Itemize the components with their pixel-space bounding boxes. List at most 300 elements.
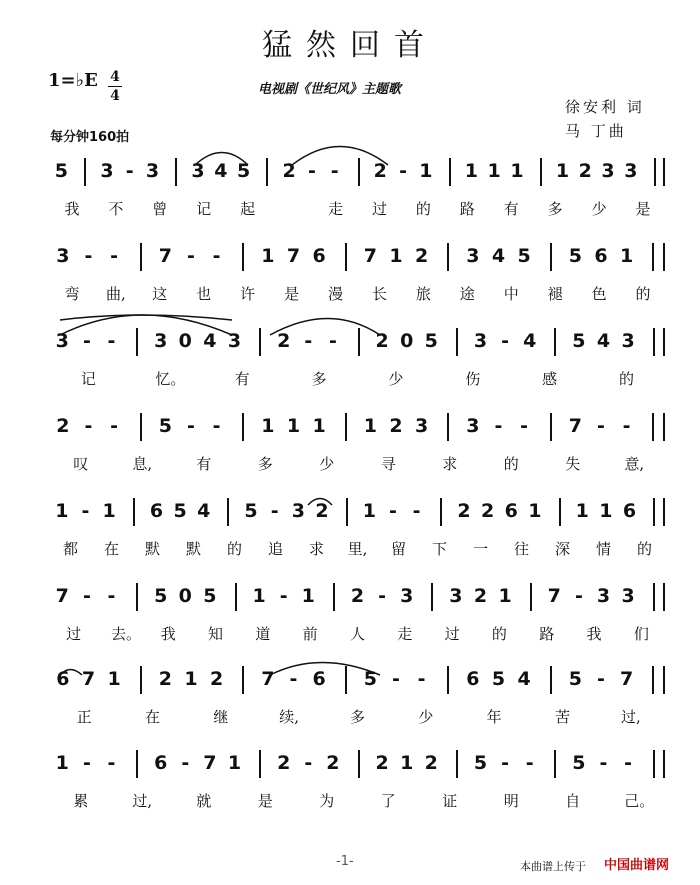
lyric: 过: [444, 625, 460, 643]
note: 5: [491, 668, 506, 690]
note: 2: [282, 160, 296, 182]
site-logo: 中国曲谱网: [604, 858, 670, 873]
note: 5: [363, 668, 377, 690]
lyric: 就: [196, 792, 212, 810]
lyrics-line: [0, 453, 700, 477]
lyric: 累: [73, 792, 89, 810]
note: 5: [572, 330, 586, 352]
note-extension: -: [399, 160, 407, 182]
note-extension: -: [181, 752, 190, 774]
subtitle: 电视剧《世纪风》主题歌: [258, 82, 402, 97]
barline: [663, 413, 665, 441]
note: 4: [214, 160, 228, 182]
barline: [140, 666, 142, 694]
lyric: 求: [442, 455, 458, 473]
note: 2: [578, 160, 592, 182]
barline: [663, 243, 665, 271]
note: 6: [622, 500, 637, 522]
barline: [447, 413, 449, 441]
note: 3: [449, 585, 463, 607]
lyric: 己。: [624, 792, 655, 810]
barline: [259, 750, 261, 778]
barline: [136, 583, 138, 611]
score-row: [0, 148, 700, 238]
note-extension: -: [596, 415, 605, 437]
note-extension: -: [82, 330, 91, 352]
barline: [440, 498, 442, 526]
lyric: 许: [240, 285, 256, 303]
note: 3: [100, 160, 114, 182]
note: 5: [173, 500, 187, 522]
note-extension: -: [389, 500, 397, 522]
barline: [653, 583, 655, 611]
barline: [554, 328, 556, 356]
lyric: 我: [160, 625, 176, 643]
lyric: 我: [586, 625, 602, 643]
note: 1: [312, 415, 326, 437]
lyric: 年: [486, 708, 502, 726]
note: 6: [154, 752, 168, 774]
page-number: -1-: [336, 854, 354, 869]
note: 4: [596, 330, 611, 352]
note-extension: -: [525, 752, 534, 774]
note: 5: [517, 245, 531, 267]
note: 7: [261, 668, 275, 690]
note-extension: -: [110, 415, 118, 437]
note: 2: [350, 585, 365, 607]
lyric: 记: [196, 200, 212, 218]
barline: [550, 413, 552, 441]
note-extension: -: [304, 330, 313, 352]
lyric: 漫: [328, 285, 344, 303]
notes-line: [0, 656, 700, 696]
lyric: 知: [208, 625, 224, 643]
note: 2: [373, 160, 387, 182]
note: 5: [473, 752, 488, 774]
lyric: 多: [349, 708, 365, 726]
note: 1: [599, 500, 613, 522]
lyric: 起: [240, 200, 256, 218]
barline: [345, 413, 347, 441]
note-extension: -: [520, 415, 528, 437]
note-extension: -: [307, 160, 316, 182]
note: 2: [209, 668, 224, 690]
lyric: 多: [257, 455, 273, 473]
lyric: 里,: [347, 540, 368, 558]
score-row: [0, 488, 700, 578]
note: 5: [568, 668, 582, 690]
note-extension: -: [186, 245, 195, 267]
notes-line: [0, 233, 700, 273]
note-extension: -: [304, 752, 313, 774]
note: 2: [375, 330, 389, 352]
meter-bottom: 4: [110, 88, 120, 104]
barline: [559, 498, 561, 526]
key-signature: 1=♭E: [48, 70, 98, 91]
barline: [653, 498, 655, 526]
note: 5: [203, 585, 217, 607]
lyric: 叹: [73, 455, 89, 473]
note: 1: [55, 752, 69, 774]
lyric: 的: [226, 540, 242, 558]
lyric: 不: [108, 200, 124, 218]
lyric: 自: [565, 792, 581, 810]
notes-line: [0, 488, 700, 528]
score-row: [0, 318, 700, 408]
note: 2: [480, 500, 495, 522]
barline: [266, 158, 268, 186]
score-row: [0, 233, 700, 323]
barline: [447, 243, 449, 271]
lyric: 明: [503, 792, 519, 810]
score-row: [0, 403, 700, 493]
barline: [653, 750, 655, 778]
note: 3: [601, 160, 615, 182]
note: 6: [466, 668, 480, 690]
lyric: 为: [319, 792, 335, 810]
note: 4: [517, 668, 531, 690]
barline: [358, 328, 360, 356]
note: 6: [594, 245, 608, 267]
composer: 马 丁曲: [565, 122, 627, 140]
note-extension: -: [501, 752, 510, 774]
note: 2: [326, 752, 340, 774]
barline: [140, 413, 142, 441]
note: 2: [158, 668, 172, 690]
barline: [242, 413, 244, 441]
barline: [431, 583, 433, 611]
note-extension: -: [328, 330, 337, 352]
barline: [456, 750, 458, 778]
lyric: 色: [591, 285, 607, 303]
note: 0: [178, 585, 192, 607]
note: 1: [487, 160, 501, 182]
lyric: 默: [144, 540, 160, 558]
lyric: 褪: [547, 285, 563, 303]
note: 3: [291, 500, 305, 522]
lyric: 往: [513, 540, 529, 558]
lyric: 的: [636, 540, 652, 558]
barline: [345, 666, 347, 694]
lyric: 去。: [110, 625, 141, 643]
note: 0: [178, 330, 192, 352]
lyric: 是: [257, 792, 273, 810]
note: 1: [261, 415, 275, 437]
note: 1: [252, 585, 266, 607]
note: 7: [619, 668, 634, 690]
barline: [554, 750, 556, 778]
lyrics-line: [0, 790, 700, 814]
note: 2: [424, 752, 438, 774]
note: 6: [504, 500, 518, 522]
lyric: 是: [284, 285, 300, 303]
lyric: 少: [388, 370, 404, 388]
note-extension: -: [84, 245, 93, 267]
lyric: 记: [80, 370, 96, 388]
lyric: 证: [442, 792, 458, 810]
note: 2: [277, 330, 291, 352]
lyric: 途: [459, 285, 475, 303]
note: 1: [528, 500, 542, 522]
lyric: 的: [491, 625, 507, 643]
lyric: 前: [302, 625, 318, 643]
note-extension: -: [82, 752, 91, 774]
note-extension: -: [125, 160, 134, 182]
lyric: 多: [311, 370, 327, 388]
lyric: 路: [459, 200, 475, 218]
note: 0: [400, 330, 414, 352]
notes-line: [0, 148, 700, 188]
note: 3: [227, 330, 242, 352]
lyric: 苦: [554, 708, 570, 726]
lyric: 有: [196, 455, 212, 473]
lyric: 曲,: [106, 285, 126, 303]
barline: [136, 750, 138, 778]
note: 1: [575, 500, 589, 522]
note: 1: [261, 245, 275, 267]
note: 4: [203, 330, 217, 352]
lyric: 正: [76, 708, 92, 726]
lyric: 了: [380, 792, 396, 810]
barline: [84, 158, 86, 186]
lyric: 感: [542, 370, 558, 388]
note-extension: -: [279, 585, 288, 607]
lyric: 是: [635, 200, 651, 218]
lyric: 寻: [380, 455, 396, 473]
note: 7: [158, 245, 172, 267]
note-extension: -: [501, 330, 510, 352]
lyric: 一: [472, 540, 488, 558]
note: 2: [56, 415, 70, 437]
barline: [663, 583, 665, 611]
note: 6: [149, 500, 164, 522]
note-extension: -: [107, 330, 116, 352]
note: 3: [414, 415, 429, 437]
note: 7: [203, 752, 217, 774]
note: 5: [54, 160, 68, 182]
note: 3: [596, 585, 611, 607]
note: 1: [400, 752, 414, 774]
barline: [259, 328, 261, 356]
note-extension: -: [107, 585, 116, 607]
lyric: 过,: [620, 708, 641, 726]
lyrics-line: [0, 198, 700, 222]
note: 6: [312, 668, 326, 690]
lyric: 过,: [132, 792, 153, 810]
note: 3: [624, 160, 638, 182]
lyric: 息,: [132, 455, 153, 473]
note-extension: -: [212, 245, 221, 267]
lyric: 长: [371, 285, 387, 303]
lyric: 下: [431, 540, 447, 558]
barline: [652, 243, 654, 271]
note: 1: [498, 585, 512, 607]
barline: [449, 158, 451, 186]
note: 2: [315, 500, 329, 522]
note-extension: -: [82, 585, 91, 607]
note: 5: [158, 415, 172, 437]
barline: [175, 158, 177, 186]
lyric: 在: [144, 708, 160, 726]
note-extension: -: [212, 415, 221, 437]
lyric: 多: [547, 200, 563, 218]
footer-source: 本曲谱上传于: [520, 860, 586, 873]
lyric: 们: [633, 625, 649, 643]
note-extension: -: [574, 585, 583, 607]
barline: [654, 158, 656, 186]
lyric: 失: [565, 455, 581, 473]
lyric: 路: [539, 625, 555, 643]
note: 1: [227, 752, 242, 774]
note: 2: [277, 752, 291, 774]
lyric: 求: [308, 540, 324, 558]
lyricist: 徐安利 词: [565, 98, 645, 116]
notes-line: [0, 740, 700, 780]
note: 3: [55, 330, 69, 352]
barline: [140, 243, 142, 271]
note-extension: -: [107, 752, 116, 774]
note-extension: -: [289, 668, 298, 690]
lyrics-line: [0, 368, 700, 392]
barline: [133, 498, 135, 526]
note: 2: [414, 245, 429, 267]
lyric: 默: [185, 540, 201, 558]
barline: [663, 498, 665, 526]
tempo-marking: 每分钟160拍: [50, 130, 130, 145]
score-row: [0, 573, 700, 663]
notes-line: [0, 318, 700, 358]
note-extension: -: [186, 415, 195, 437]
page-title: 猛然回首: [262, 28, 438, 63]
note-extension: -: [417, 668, 426, 690]
note: 7: [55, 585, 69, 607]
barline: [136, 328, 138, 356]
notes-line: [0, 573, 700, 613]
lyric: 弯: [64, 285, 80, 303]
meter-top: 4: [110, 69, 120, 85]
note: 1: [464, 160, 478, 182]
lyric: 伤: [465, 370, 481, 388]
note-extension: -: [84, 415, 93, 437]
barline: [358, 750, 360, 778]
note: 3: [145, 160, 160, 182]
lyric: 旅: [415, 285, 431, 303]
note: 7: [363, 245, 377, 267]
note: 3: [56, 245, 70, 267]
lyric: 曾: [152, 200, 168, 218]
note: 1: [301, 585, 315, 607]
lyrics-line: [0, 706, 700, 730]
score-row: [0, 656, 700, 746]
note: 6: [312, 245, 326, 267]
time-signature: [108, 69, 122, 104]
lyric: 道: [255, 625, 271, 643]
note: 1: [55, 500, 69, 522]
note: 6: [56, 668, 70, 690]
note: 7: [568, 415, 582, 437]
note: 3: [466, 245, 480, 267]
lyric: 走: [328, 200, 344, 218]
lyric: 中: [503, 285, 519, 303]
barline: [652, 666, 654, 694]
note: 1: [363, 415, 377, 437]
barline: [447, 666, 449, 694]
barline: [540, 158, 542, 186]
note: 5: [244, 500, 258, 522]
lyric: 的: [503, 455, 519, 473]
barline: [358, 158, 360, 186]
lyrics-line: [0, 623, 700, 647]
note: 3: [621, 330, 635, 352]
note-extension: -: [378, 585, 387, 607]
note: 4: [523, 330, 537, 352]
note-extension: -: [596, 668, 605, 690]
lyric: 我: [64, 200, 80, 218]
barline: [345, 243, 347, 271]
note-extension: -: [412, 500, 421, 522]
note: 2: [375, 752, 389, 774]
barline: [663, 328, 665, 356]
lyric: 少: [418, 708, 434, 726]
lyric: 过: [66, 625, 82, 643]
note: 5: [572, 752, 586, 774]
lyric: 走: [397, 625, 413, 643]
note: 3: [466, 415, 480, 437]
lyric: 情: [595, 540, 611, 558]
note: 1: [419, 160, 433, 182]
barline: [550, 243, 552, 271]
note-extension: -: [599, 752, 608, 774]
lyric: 继: [213, 708, 229, 726]
note-extension: -: [494, 415, 503, 437]
note: 3: [400, 585, 414, 607]
note: 1: [389, 245, 403, 267]
note-extension: -: [81, 500, 90, 522]
barline: [235, 583, 237, 611]
note: 1: [102, 500, 116, 522]
lyric: 人: [349, 625, 365, 643]
barline: [333, 583, 335, 611]
barline: [652, 413, 654, 441]
lyric: 追: [267, 540, 283, 558]
note: 1: [619, 245, 634, 267]
note: 5: [568, 245, 582, 267]
barline: [530, 583, 532, 611]
note-extension: -: [391, 668, 400, 690]
barline: [346, 498, 348, 526]
note: 5: [424, 330, 438, 352]
lyric: 续,: [279, 708, 300, 726]
barline: [550, 666, 552, 694]
note: 1: [286, 415, 301, 437]
note-extension: -: [624, 752, 633, 774]
lyric: 少: [591, 200, 607, 218]
note: 1: [555, 160, 570, 182]
barline: [456, 328, 458, 356]
note: 5: [236, 160, 251, 182]
note-extension: -: [330, 160, 339, 182]
lyric: 的: [415, 200, 431, 218]
lyric: 的: [635, 285, 651, 303]
barline: [663, 750, 665, 778]
lyric: 也: [196, 285, 212, 303]
lyric: 少: [319, 455, 335, 473]
score-row: [0, 740, 700, 830]
note: 1: [362, 500, 376, 522]
barline: [242, 666, 244, 694]
note: 3: [191, 160, 205, 182]
lyric: 忆。: [155, 370, 186, 388]
